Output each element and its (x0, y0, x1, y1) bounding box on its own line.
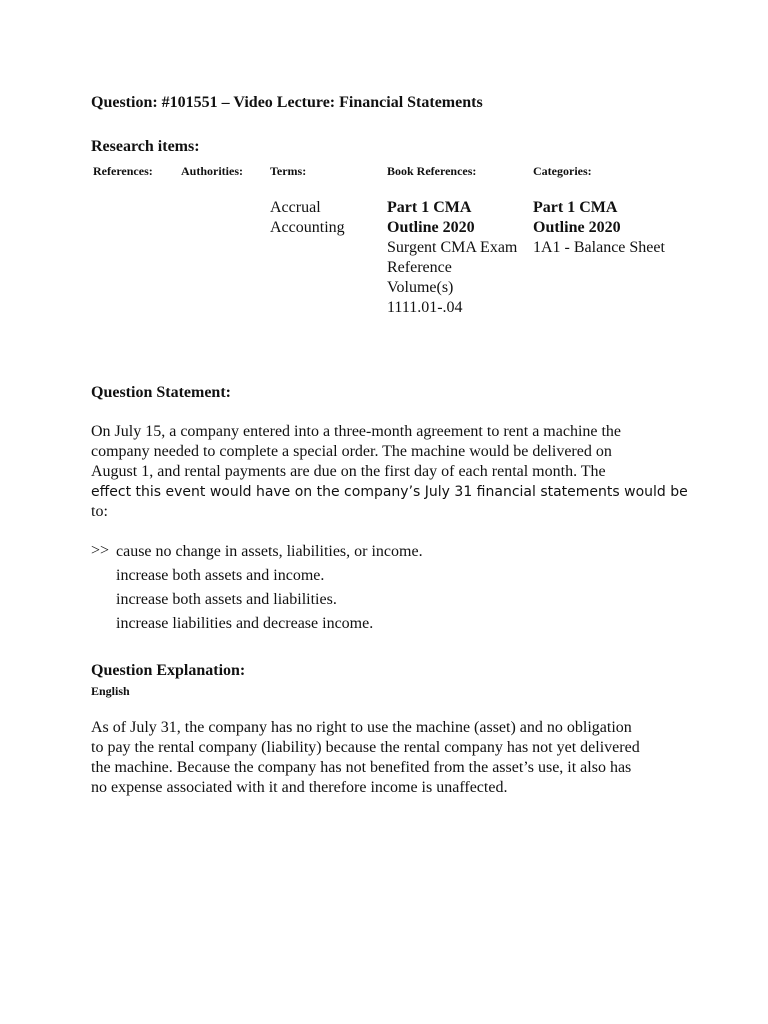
research-items-label: Research items: (91, 138, 200, 155)
col-book-references: Book References: (387, 164, 477, 178)
book-ref-line: Outline 2020 (387, 219, 475, 236)
page-title: Question: #101551 – Video Lecture: Financial Statements (91, 94, 483, 111)
category-line: Outline 2020 (533, 219, 621, 236)
answer-choice: cause no change in assets, liabilities, or income. (116, 543, 423, 560)
question-statement-label: Question Statement: (91, 384, 231, 401)
explanation-line: As of July 31, the company has no right to use the machine (asset) and no obligation (91, 719, 632, 736)
statement-line: On July 15, a company entered into a three-month agreement to rent a machine the (91, 423, 622, 440)
col-authorities: Authorities: (181, 164, 243, 178)
book-ref-line: Volume(s) (387, 279, 454, 296)
answer-choice: increase both assets and income. (116, 567, 325, 584)
question-statement-text (91, 422, 691, 522)
statement-line: effect this event would have on the company’s July 31 financial statements would be (91, 484, 688, 500)
explanation-line-text: the machine. Because the company has not benefited from the asset’s use, it also has (91, 759, 632, 776)
col-terms: Terms: (270, 164, 307, 178)
book-ref-line: 1111.01-.04 (387, 299, 463, 316)
explanation-language: English (91, 684, 130, 698)
book-ref-line: Surgent CMA Exam (387, 239, 518, 256)
explanation-line: no expense associated with it and therefore income is unaffected. (91, 779, 508, 796)
statement-line: company needed to complete a special order. The machine would be delivered on (91, 443, 612, 460)
statement-line: to: (91, 503, 108, 520)
answer-choice: increase both assets and liabilities. (116, 591, 337, 608)
term-line: Accounting (270, 219, 345, 236)
statement-line: August 1, and rental payments are due on the first day of each rental month. The (91, 463, 606, 480)
explanation-line: to pay the rental company (liability) because the rental company has not yet delivered (91, 739, 640, 756)
col-categories: Categories: (533, 164, 592, 178)
category-line: Part 1 CMA (533, 199, 618, 216)
answer-choice: increase liabilities and decrease income. (116, 615, 374, 632)
correct-answer-marker: >> (91, 542, 110, 559)
book-ref-line: Part 1 CMA (387, 199, 472, 216)
book-references-cell (387, 198, 517, 318)
col-references: References: (93, 164, 153, 178)
term-line: Accrual (270, 199, 321, 216)
book-ref-line: Reference (387, 259, 452, 276)
terms-cell (270, 198, 345, 238)
question-explanation-label: Question Explanation: (91, 662, 246, 679)
question-explanation-text (91, 718, 691, 798)
answer-choices (116, 540, 423, 636)
categories-cell (533, 198, 665, 258)
category-line: 1A1 - Balance Sheet (533, 239, 665, 256)
explanation-line (91, 758, 691, 778)
